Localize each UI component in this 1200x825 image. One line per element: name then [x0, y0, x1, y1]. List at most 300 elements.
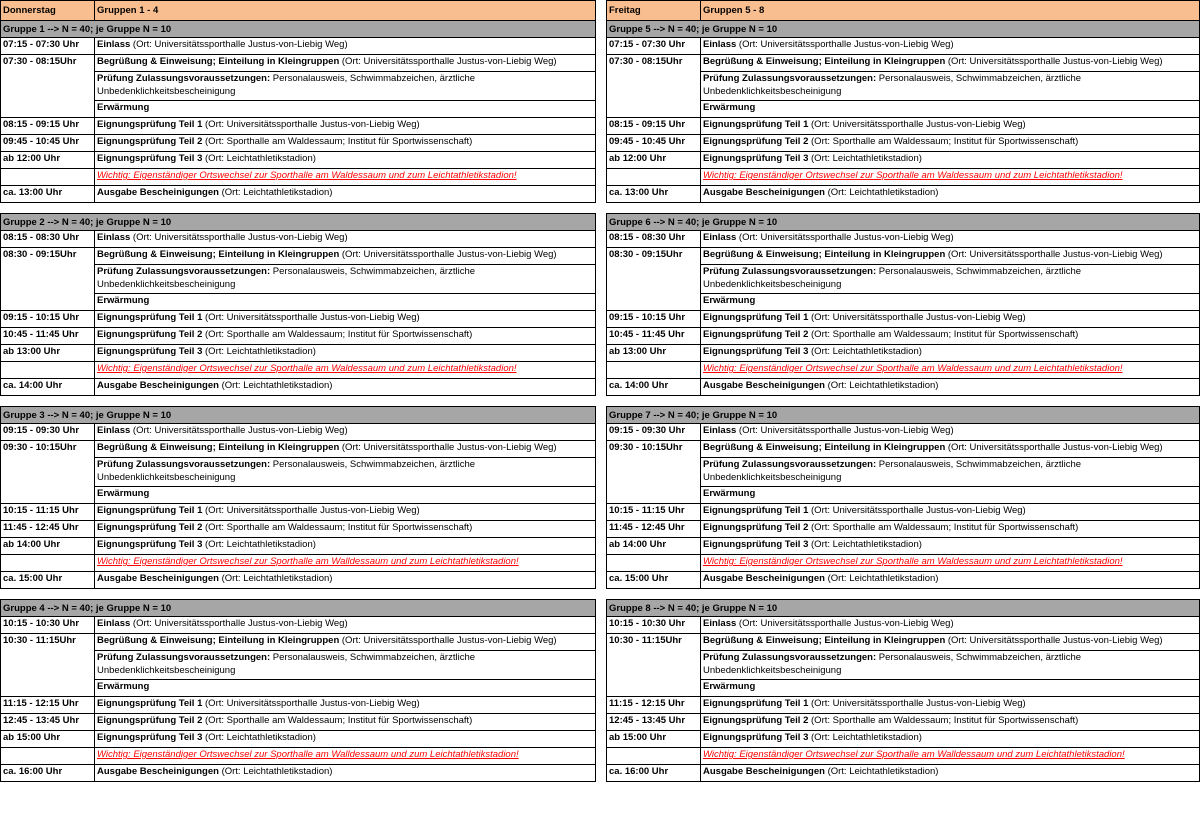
activity-cell	[701, 294, 1200, 311]
time-cell: 10:15 - 11:15 Uhr	[1, 504, 95, 521]
warning-text: Wichtig: Eigenständiger Ortswechsel zur Sporthalle am Walldessaum und zum Leichtathletikstadion!	[703, 749, 1125, 760]
schedule-row	[607, 135, 1200, 152]
schedule-row	[607, 424, 1200, 441]
location-text: (Ort: Sporthalle am Waldessaum; Institut für Sportwissenschaft)	[205, 522, 473, 533]
location-text: (Ort: Universitätssporthalle Justus-von-Liebig Weg)	[205, 505, 420, 516]
time-cell: 11:45 - 12:45 Uhr	[607, 521, 701, 538]
header-row	[607, 1, 1200, 21]
activity-cell	[95, 634, 596, 651]
group-title: Gruppe 4 --> N = 40; je Gruppe N = 10	[1, 600, 596, 617]
activity-label: Eignungsprüfung Teil 3	[97, 346, 203, 357]
location-text: (Ort: Universitätssporthalle Justus-von-Liebig Weg)	[341, 56, 557, 67]
location-text: (Ort: Sporthalle am Waldessaum; Institut für Sportwissenschaft)	[811, 715, 1079, 726]
schedule-row	[1, 424, 596, 441]
note-row	[607, 555, 1200, 572]
activity-label: Ausgabe Bescheinigungen	[97, 187, 219, 198]
location-text: (Ort: Universitätssporthalle Justus-von-Liebig Weg)	[811, 505, 1026, 516]
schedule-row	[1, 55, 596, 72]
activity-label: Eignungsprüfung Teil 1	[97, 505, 203, 516]
schedule-row	[607, 634, 1200, 651]
activity-label: Erwärmung	[97, 295, 150, 306]
location-text: (Ort: Universitätssporthalle Justus-von-Liebig Weg)	[205, 119, 420, 130]
spacer-row	[1, 396, 596, 407]
time-cell: 10:45 - 11:45 Uhr	[1, 328, 95, 345]
activity-cell	[95, 731, 596, 748]
time-cell: ab 13:00 Uhr	[607, 345, 701, 362]
time-cell: ca. 15:00 Uhr	[607, 572, 701, 589]
time-cell: 10:30 - 11:15Uhr	[1, 634, 95, 697]
requirements-text: Personalausweis, Schwimmabzeichen, ärztliche Unbedenklichkeitsbescheinigung	[97, 459, 476, 483]
location-text: (Ort: Universitätssporthalle Justus-von-Liebig Weg)	[341, 635, 557, 646]
location-text: (Ort: Universitätssporthalle Justus-von-Liebig Weg)	[341, 442, 557, 453]
time-cell: 10:15 - 11:15 Uhr	[607, 504, 701, 521]
activity-label: Einlass	[703, 618, 737, 629]
activity-cell	[701, 441, 1200, 458]
group-title: Gruppe 3 --> N = 40; je Gruppe N = 10	[1, 407, 596, 424]
location-text: (Ort: Universitätssporthalle Justus-von-Liebig Weg)	[738, 425, 954, 436]
activity-cell	[95, 345, 596, 362]
time-cell: ca. 13:00 Uhr	[1, 186, 95, 203]
spacer-row	[607, 203, 1200, 214]
time-cell: 09:45 - 10:45 Uhr	[1, 135, 95, 152]
header-row	[1, 1, 596, 21]
note-row	[607, 169, 1200, 186]
schedule-row	[1, 135, 596, 152]
activity-label: Eignungsprüfung Teil 1	[703, 698, 809, 709]
schedule-row	[607, 697, 1200, 714]
schedule-row	[607, 328, 1200, 345]
activity-cell	[701, 634, 1200, 651]
schedule-row	[1, 617, 596, 634]
location-text: (Ort: Leichtathletikstadion)	[827, 187, 939, 198]
time-cell: ca. 16:00 Uhr	[1, 765, 95, 782]
time-cell: 11:45 - 12:45 Uhr	[1, 521, 95, 538]
time-cell: 09:15 - 09:30 Uhr	[1, 424, 95, 441]
location-text: (Ort: Universitätssporthalle Justus-von-Liebig Weg)	[811, 312, 1026, 323]
activity-label: Prüfung Zulassungsvoraussetzungen:	[703, 73, 877, 84]
activity-cell	[701, 72, 1200, 101]
schedule-table-friday	[606, 0, 1200, 782]
activity-cell	[95, 617, 596, 634]
activity-label: Ausgabe Bescheinigungen	[703, 573, 825, 584]
time-cell: ca. 13:00 Uhr	[607, 186, 701, 203]
activity-label: Ausgabe Bescheinigungen	[97, 573, 219, 584]
activity-label: Ausgabe Bescheinigungen	[703, 187, 825, 198]
activity-cell	[95, 72, 596, 101]
schedule-row	[607, 441, 1200, 458]
activity-label: Prüfung Zulassungsvoraussetzungen:	[703, 266, 877, 277]
activity-cell	[701, 651, 1200, 680]
group-title: Gruppe 2 --> N = 40; je Gruppe N = 10	[1, 214, 596, 231]
location-text: (Ort: Universitätssporthalle Justus-von-Liebig Weg)	[811, 698, 1026, 709]
groups-header: Gruppen 1 - 4	[95, 1, 596, 21]
schedule-row	[607, 714, 1200, 731]
schedule-row	[607, 152, 1200, 169]
location-text: (Ort: Leichtathletikstadion)	[205, 153, 316, 164]
schedule-row	[1, 504, 596, 521]
location-text: (Ort: Universitätssporthalle Justus-von-Liebig Weg)	[341, 249, 557, 260]
location-text: (Ort: Sporthalle am Waldessaum; Institut für Sportwissenschaft)	[205, 715, 473, 726]
location-text: (Ort: Universitätssporthalle Justus-von-Liebig Weg)	[947, 442, 1163, 453]
location-text: (Ort: Universitätssporthalle Justus-von-Liebig Weg)	[947, 249, 1163, 260]
activity-label: Erwärmung	[97, 102, 150, 113]
activity-label: Eignungsprüfung Teil 1	[97, 119, 203, 130]
location-text: (Ort: Universitätssporthalle Justus-von-Liebig Weg)	[738, 39, 954, 50]
activity-cell	[701, 458, 1200, 487]
schedule-row	[1, 38, 596, 55]
location-text: (Ort: Universitätssporthalle Justus-von-Liebig Weg)	[811, 119, 1026, 130]
location-text: (Ort: Leichtathletikstadion)	[221, 187, 333, 198]
time-cell: 07:15 - 07:30 Uhr	[607, 38, 701, 55]
activity-label: Eignungsprüfung Teil 1	[703, 119, 809, 130]
activity-label: Prüfung Zulassungsvoraussetzungen:	[97, 266, 271, 277]
activity-label: Ausgabe Bescheinigungen	[97, 766, 219, 777]
warning-note	[701, 362, 1200, 379]
activity-cell	[95, 441, 596, 458]
time-cell: 07:15 - 07:30 Uhr	[1, 38, 95, 55]
requirements-text: Personalausweis, Schwimmabzeichen, ärztliche Unbedenklichkeitsbescheinigung	[703, 459, 1082, 483]
activity-cell	[701, 424, 1200, 441]
time-cell: 12:45 - 13:45 Uhr	[1, 714, 95, 731]
location-text: (Ort: Leichtathletikstadion)	[827, 380, 939, 391]
group-header-row	[1, 214, 596, 231]
activity-cell	[701, 697, 1200, 714]
activity-cell	[95, 311, 596, 328]
schedule-row	[607, 538, 1200, 555]
activity-label: Erwärmung	[703, 102, 756, 113]
time-cell: 10:15 - 10:30 Uhr	[1, 617, 95, 634]
time-cell: 10:45 - 11:45 Uhr	[607, 328, 701, 345]
activity-label: Begrüßung & Einweisung; Einteilung in Kleingruppen	[703, 442, 946, 453]
activity-label: Eignungsprüfung Teil 3	[703, 346, 809, 357]
schedule-row	[1, 248, 596, 265]
spacer-row	[1, 203, 596, 214]
schedule-row	[1, 311, 596, 328]
activity-label: Eignungsprüfung Teil 2	[97, 136, 203, 147]
activity-label: Erwärmung	[97, 681, 150, 692]
time-cell: ab 12:00 Uhr	[607, 152, 701, 169]
activity-cell	[701, 617, 1200, 634]
activity-cell	[701, 345, 1200, 362]
time-cell: ca. 14:00 Uhr	[607, 379, 701, 396]
activity-cell	[701, 680, 1200, 697]
activity-label: Eignungsprüfung Teil 2	[703, 329, 809, 340]
location-text: (Ort: Universitätssporthalle Justus-von-Liebig Weg)	[205, 698, 420, 709]
activity-label: Begrüßung & Einweisung; Einteilung in Kleingruppen	[703, 56, 946, 67]
requirements-text: Personalausweis, Schwimmabzeichen, ärztliche Unbedenklichkeitsbescheinigung	[97, 73, 476, 97]
group-header-row	[1, 600, 596, 617]
time-cell: ab 13:00 Uhr	[1, 345, 95, 362]
activity-cell	[701, 231, 1200, 248]
activity-cell	[701, 379, 1200, 396]
warning-note	[701, 169, 1200, 186]
requirements-text: Personalausweis, Schwimmabzeichen, ärztliche Unbedenklichkeitsbescheinigung	[703, 652, 1082, 676]
warning-text: Wichtig: Eigenständiger Ortswechsel zur Sporthalle am Walldessaum und zum Leichtathletikstadion!	[97, 556, 519, 567]
location-text: (Ort: Leichtathletikstadion)	[221, 380, 333, 391]
activity-cell	[701, 714, 1200, 731]
warning-note	[95, 555, 596, 572]
activity-cell	[95, 328, 596, 345]
group-header-row	[607, 21, 1200, 38]
note-row	[607, 748, 1200, 765]
activity-label: Erwärmung	[703, 295, 756, 306]
activity-cell	[95, 379, 596, 396]
activity-label: Prüfung Zulassungsvoraussetzungen:	[97, 459, 271, 470]
activity-cell	[701, 118, 1200, 135]
schedule-row	[607, 379, 1200, 396]
time-cell: 09:30 - 10:15Uhr	[607, 441, 701, 504]
location-text: (Ort: Universitätssporthalle Justus-von-Liebig Weg)	[132, 425, 348, 436]
time-cell: ab 14:00 Uhr	[607, 538, 701, 555]
location-text: (Ort: Sporthalle am Waldessaum; Institut für Sportwissenschaft)	[811, 329, 1079, 340]
activity-label: Eignungsprüfung Teil 3	[97, 153, 203, 164]
location-text: (Ort: Leichtathletikstadion)	[221, 573, 333, 584]
groups-header: Gruppen 5 - 8	[701, 1, 1200, 21]
warning-text: Wichtig: Eigenständiger Ortswechsel zur Sporthalle am Waldessaum und zum Leichtathletikstadion!	[703, 556, 1123, 567]
activity-cell	[701, 265, 1200, 294]
activity-label: Eignungsprüfung Teil 2	[97, 522, 203, 533]
group-header-row	[1, 21, 596, 38]
activity-label: Einlass	[97, 39, 131, 50]
time-cell: 09:15 - 09:30 Uhr	[607, 424, 701, 441]
group-title: Gruppe 5 --> N = 40; je Gruppe N = 10	[607, 21, 1200, 38]
group-title: Gruppe 7 --> N = 40; je Gruppe N = 10	[607, 407, 1200, 424]
activity-cell	[95, 186, 596, 203]
activity-label: Begrüßung & Einweisung; Einteilung in Kleingruppen	[703, 635, 946, 646]
activity-label: Einlass	[97, 232, 131, 243]
time-cell: 08:15 - 09:15 Uhr	[607, 118, 701, 135]
group-header-row	[607, 214, 1200, 231]
activity-label: Eignungsprüfung Teil 3	[703, 732, 809, 743]
activity-label: Einlass	[97, 425, 131, 436]
activity-cell	[95, 538, 596, 555]
activity-label: Einlass	[703, 425, 737, 436]
activity-label: Eignungsprüfung Teil 2	[703, 136, 809, 147]
schedule-row	[1, 697, 596, 714]
activity-cell	[701, 521, 1200, 538]
location-text: (Ort: Universitätssporthalle Justus-von-Liebig Weg)	[132, 618, 348, 629]
activity-label: Eignungsprüfung Teil 1	[703, 312, 809, 323]
activity-cell	[95, 714, 596, 731]
activity-cell	[701, 311, 1200, 328]
activity-label: Eignungsprüfung Teil 3	[97, 732, 203, 743]
location-text: (Ort: Leichtathletikstadion)	[811, 346, 922, 357]
location-text: (Ort: Leichtathletikstadion)	[221, 766, 333, 777]
time-cell: 09:15 - 10:15 Uhr	[1, 311, 95, 328]
activity-cell	[95, 294, 596, 311]
time-cell: 10:15 - 10:30 Uhr	[607, 617, 701, 634]
schedule-row	[1, 634, 596, 651]
schedule-table-thursday	[0, 0, 596, 782]
schedule-row	[607, 521, 1200, 538]
activity-label: Erwärmung	[703, 488, 756, 499]
activity-label: Eignungsprüfung Teil 1	[97, 698, 203, 709]
location-text: (Ort: Sporthalle am Waldessaum; Institut für Sportwissenschaft)	[811, 522, 1079, 533]
schedule-row	[1, 379, 596, 396]
spacer-row	[607, 589, 1200, 600]
activity-label: Begrüßung & Einweisung; Einteilung in Kleingruppen	[703, 249, 946, 260]
activity-cell	[95, 697, 596, 714]
location-text: (Ort: Leichtathletikstadion)	[827, 573, 939, 584]
warning-note	[95, 362, 596, 379]
activity-cell	[95, 55, 596, 72]
time-cell: 09:30 - 10:15Uhr	[1, 441, 95, 504]
time-cell: 07:30 - 08:15Uhr	[607, 55, 701, 118]
warning-note	[701, 555, 1200, 572]
schedule-row	[1, 714, 596, 731]
time-cell: 08:15 - 08:30 Uhr	[1, 231, 95, 248]
activity-cell	[701, 55, 1200, 72]
activity-label: Eignungsprüfung Teil 1	[97, 312, 203, 323]
activity-label: Einlass	[703, 39, 737, 50]
location-text: (Ort: Universitätssporthalle Justus-von-Liebig Weg)	[947, 635, 1163, 646]
note-row	[1, 555, 596, 572]
schedule-row	[607, 572, 1200, 589]
location-text: (Ort: Leichtathletikstadion)	[205, 539, 316, 550]
activity-cell	[701, 487, 1200, 504]
time-cell: 09:15 - 10:15 Uhr	[607, 311, 701, 328]
activity-cell	[701, 248, 1200, 265]
activity-cell	[701, 731, 1200, 748]
activity-label: Begrüßung & Einweisung; Einteilung in Kleingruppen	[97, 635, 340, 646]
activity-cell	[95, 521, 596, 538]
activity-cell	[95, 152, 596, 169]
activity-cell	[95, 458, 596, 487]
schedule-row	[1, 345, 596, 362]
time-cell: ca. 14:00 Uhr	[1, 379, 95, 396]
activity-cell	[701, 101, 1200, 118]
requirements-text: Personalausweis, Schwimmabzeichen, ärztliche Unbedenklichkeitsbescheinigung	[703, 73, 1082, 97]
location-text: (Ort: Leichtathletikstadion)	[811, 153, 922, 164]
location-text: (Ort: Universitätssporthalle Justus-von-Liebig Weg)	[947, 56, 1163, 67]
activity-label: Einlass	[97, 618, 131, 629]
activity-label: Eignungsprüfung Teil 3	[97, 539, 203, 550]
activity-cell	[701, 186, 1200, 203]
location-text: (Ort: Leichtathletikstadion)	[205, 346, 316, 357]
activity-label: Eignungsprüfung Teil 3	[703, 539, 809, 550]
activity-label: Erwärmung	[97, 488, 150, 499]
activity-cell	[95, 765, 596, 782]
schedule-row	[1, 152, 596, 169]
activity-label: Begrüßung & Einweisung; Einteilung in Kleingruppen	[97, 56, 340, 67]
schedule-row	[607, 311, 1200, 328]
activity-cell	[701, 328, 1200, 345]
warning-text: Wichtig: Eigenständiger Ortswechsel zur Sporthalle am Waldessaum und zum Leichtathletikstadion!	[97, 363, 517, 374]
schedule-row	[1, 765, 596, 782]
schedule-row	[607, 248, 1200, 265]
note-row	[607, 362, 1200, 379]
activity-label: Ausgabe Bescheinigungen	[703, 766, 825, 777]
activity-cell	[95, 680, 596, 697]
requirements-text: Personalausweis, Schwimmabzeichen, ärztliche Unbedenklichkeitsbescheinigung	[703, 266, 1082, 290]
schedule-row	[607, 55, 1200, 72]
warning-note	[95, 169, 596, 186]
activity-label: Prüfung Zulassungsvoraussetzungen:	[703, 459, 877, 470]
schedule-row	[607, 617, 1200, 634]
schedule-row	[1, 441, 596, 458]
time-cell: ab 15:00 Uhr	[607, 731, 701, 748]
activity-cell	[701, 38, 1200, 55]
location-text: (Ort: Leichtathletikstadion)	[827, 766, 939, 777]
schedule-row	[1, 328, 596, 345]
activity-cell	[701, 152, 1200, 169]
warning-text: Wichtig: Eigenständiger Ortswechsel zur Sporthalle am Waldessaum und zum Leichtathletikstadion!	[97, 170, 517, 181]
warning-text: Wichtig: Eigenständiger Ortswechsel zur Sporthalle am Waldessaum und zum Leichtathletikstadion!	[703, 170, 1123, 181]
activity-cell	[95, 101, 596, 118]
note-row	[1, 169, 596, 186]
location-text: (Ort: Universitätssporthalle Justus-von-Liebig Weg)	[132, 39, 348, 50]
activity-label: Ausgabe Bescheinigungen	[703, 380, 825, 391]
activity-label: Eignungsprüfung Teil 2	[97, 329, 203, 340]
location-text: (Ort: Leichtathletikstadion)	[811, 732, 922, 743]
activity-cell	[95, 265, 596, 294]
time-cell: 09:45 - 10:45 Uhr	[607, 135, 701, 152]
time-cell: ab 14:00 Uhr	[1, 538, 95, 555]
activity-cell	[95, 572, 596, 589]
time-cell: 12:45 - 13:45 Uhr	[607, 714, 701, 731]
location-text: (Ort: Sporthalle am Waldessaum; Institut für Sportwissenschaft)	[811, 136, 1079, 147]
time-cell: ab 12:00 Uhr	[1, 152, 95, 169]
activity-cell	[701, 572, 1200, 589]
location-text: (Ort: Leichtathletikstadion)	[205, 732, 316, 743]
activity-label: Prüfung Zulassungsvoraussetzungen:	[703, 652, 877, 663]
group-header-row	[607, 407, 1200, 424]
schedule-row	[1, 231, 596, 248]
activity-label: Prüfung Zulassungsvoraussetzungen:	[97, 73, 271, 84]
activity-label: Eignungsprüfung Teil 2	[97, 715, 203, 726]
activity-cell	[95, 504, 596, 521]
group-header-row	[1, 407, 596, 424]
activity-cell	[95, 135, 596, 152]
activity-cell	[701, 135, 1200, 152]
spacer-row	[1, 589, 596, 600]
warning-text: Wichtig: Eigenständiger Ortswechsel zur Sporthalle am Waldessaum und zum Leichtathletikstadion!	[703, 363, 1123, 374]
activity-label: Eignungsprüfung Teil 2	[703, 522, 809, 533]
location-text: (Ort: Sporthalle am Waldessaum; Institut für Sportwissenschaft)	[205, 329, 473, 340]
activity-cell	[95, 424, 596, 441]
requirements-text: Personalausweis, Schwimmabzeichen, ärztliche Unbedenklichkeitsbescheinigung	[97, 652, 476, 676]
group-title: Gruppe 8 --> N = 40; je Gruppe N = 10	[607, 600, 1200, 617]
activity-label: Erwärmung	[703, 681, 756, 692]
activity-label: Ausgabe Bescheinigungen	[97, 380, 219, 391]
schedule-row	[1, 118, 596, 135]
note-row	[1, 362, 596, 379]
requirements-text: Personalausweis, Schwimmabzeichen, ärztliche Unbedenklichkeitsbescheinigung	[97, 266, 476, 290]
time-cell: 08:30 - 09:15Uhr	[1, 248, 95, 311]
activity-cell	[95, 231, 596, 248]
day-header: Freitag	[607, 1, 701, 21]
group-title: Gruppe 6 --> N = 40; je Gruppe N = 10	[607, 214, 1200, 231]
activity-label: Eignungsprüfung Teil 1	[703, 505, 809, 516]
schedule-row	[607, 765, 1200, 782]
warning-note	[701, 748, 1200, 765]
schedule-row	[607, 231, 1200, 248]
activity-cell	[95, 487, 596, 504]
activity-label: Eignungsprüfung Teil 3	[703, 153, 809, 164]
schedule-row	[607, 504, 1200, 521]
time-cell: ca. 16:00 Uhr	[607, 765, 701, 782]
location-text: (Ort: Universitätssporthalle Justus-von-Liebig Weg)	[132, 232, 348, 243]
schedule-row	[1, 538, 596, 555]
day-header: Donnerstag	[1, 1, 95, 21]
activity-cell	[95, 118, 596, 135]
group-header-row	[607, 600, 1200, 617]
time-cell: 08:15 - 08:30 Uhr	[607, 231, 701, 248]
activity-label: Begrüßung & Einweisung; Einteilung in Kleingruppen	[97, 442, 340, 453]
schedule-row	[607, 118, 1200, 135]
activity-cell	[95, 248, 596, 265]
note-row	[1, 748, 596, 765]
